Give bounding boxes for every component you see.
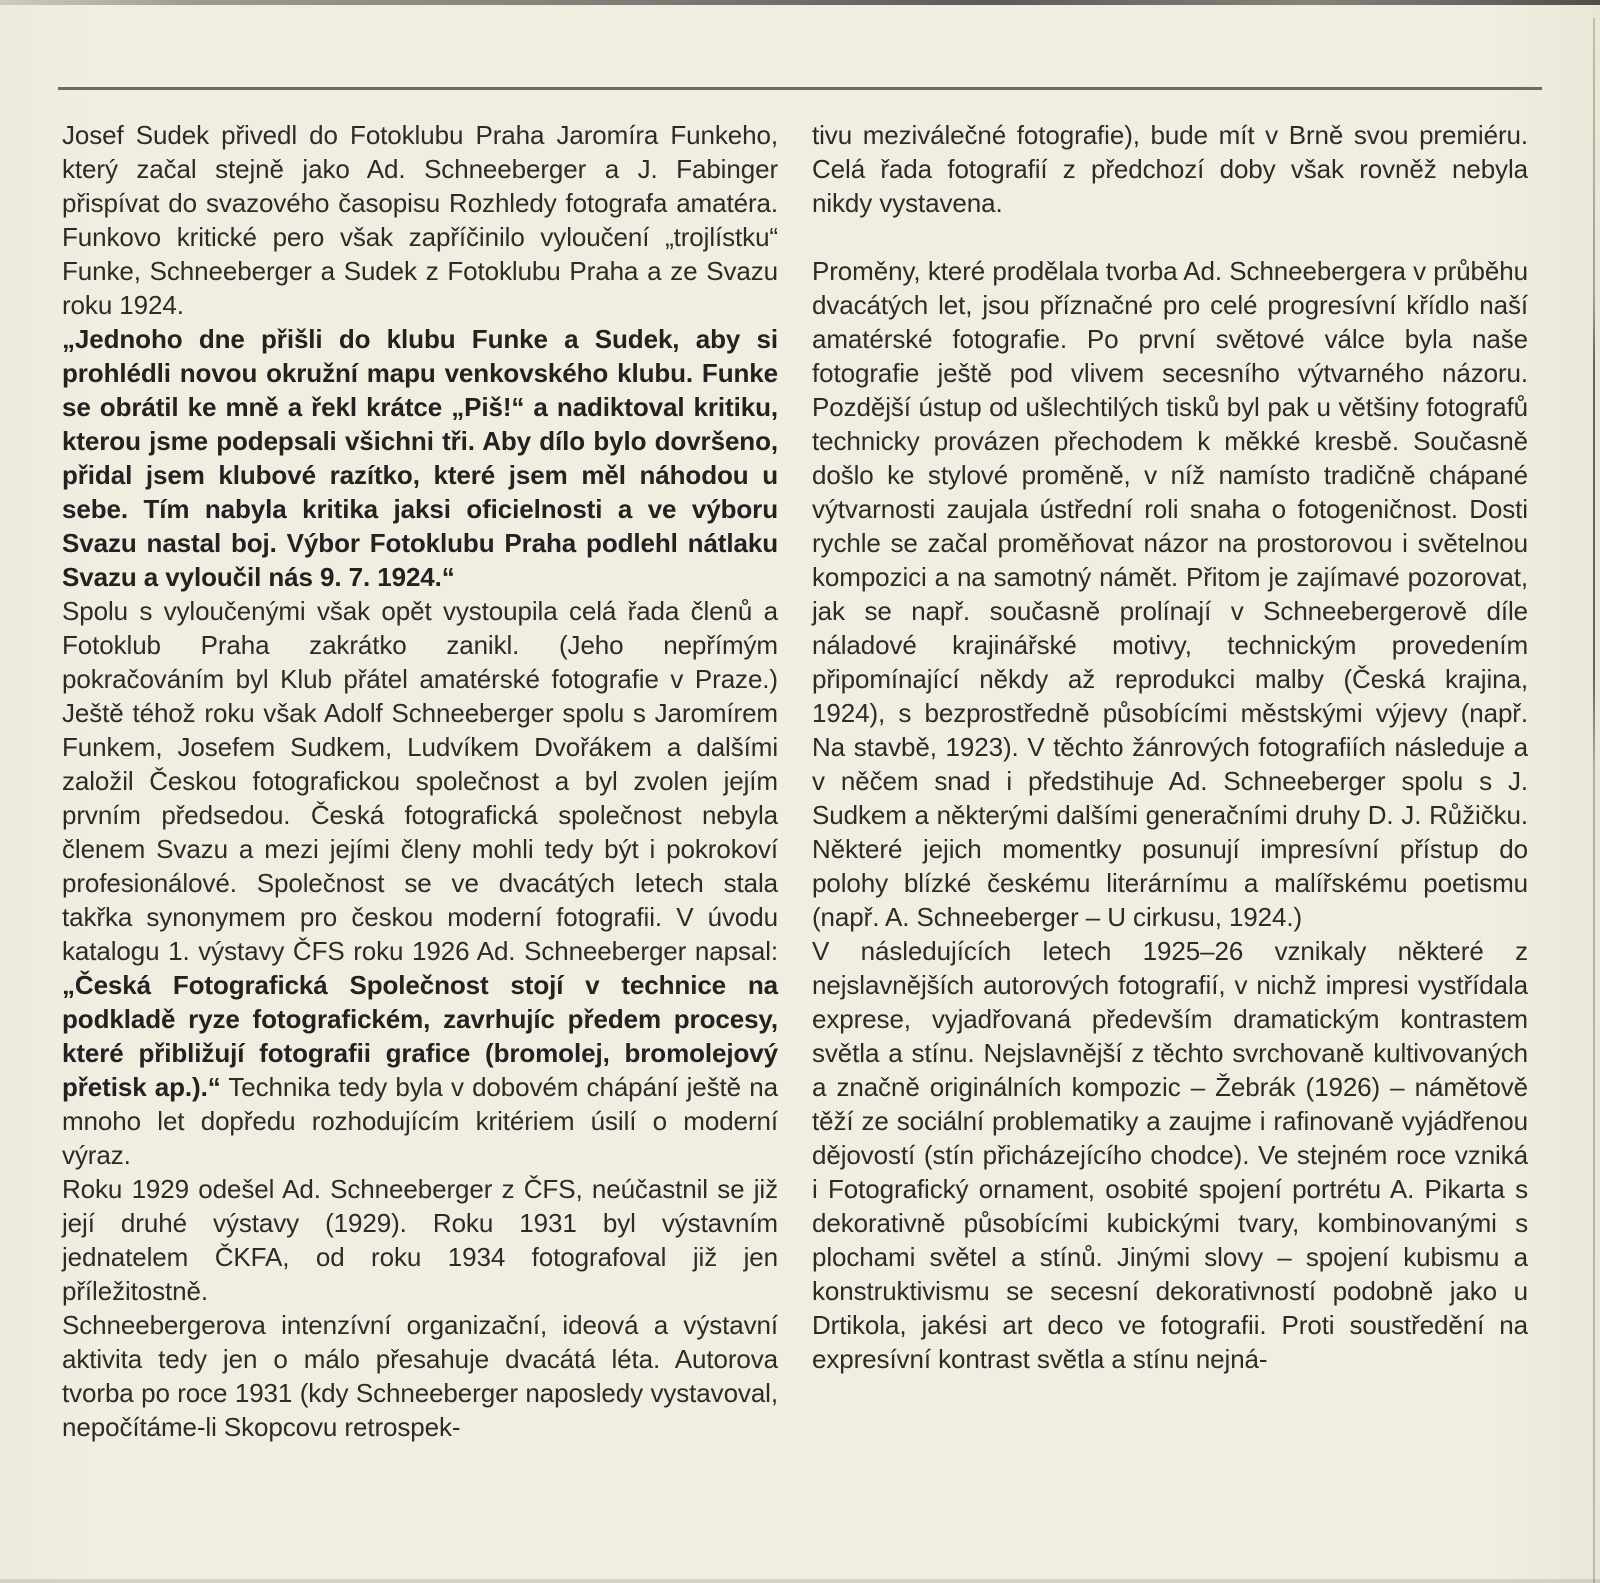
text-segment: Roku 1929 odešel Ad. Schneeberger z ČFS, neúčastnil se již její druhé výstavy (1929). Roku 1931 byl výstavním jednatelem ČKFA, od roku 1934 fotografoval již jen příležitostně. — [62, 1174, 778, 1306]
text-segment: tivu meziválečné fotografie), bude mít v Brně svou premiéru. Celá řada fotografií z předchozí doby však rovněž nebyla nikdy vystavena. — [812, 120, 1528, 218]
paragraph — [62, 322, 778, 594]
text-segment: V následujících letech 1925–26 vznikaly některé z nejslavnějších autorových fotografií, v nichž impresi vystřídala exprese, vyjadřovaná především dramatickým kontrastem světla a stínu. Nejslavnější z těchto svrchovaně kultivovaných a značně originálních kompozic – Žebrák (1926) – námětově těží ze sociální problematiky a zaujme i rafinovaně vyjádřenou dějovostí (stín přicházejícího chodce). Ve stejném roce vzniká i Fotografický ornament, osobité spojení portrétu A. Pikarta s dekorativně působícími kubickými tvary, kombinovanými s plochami světel a stínů. Jinými slovy – spojení kubismu a konstruktivismu se secesní dekorativností podobně jako u Drtikola, jakési art deco ve fotografii. Proti soustředění na expresívní kontrast světla a stínu nejná- — [812, 936, 1528, 1374]
text-segment: Josef Sudek přivedl do Fotoklubu Praha Jaromíra Funkeho, který začal stejně jako Ad. Schneeberger a J. Fabinger přispívat do svazového časopisu Rozhledy fotografa amatéra. Funkovo kritické pero však zapříčinilo vyloučení „trojlístku“ Funke, Schneeberger a Sudek z Fotoklubu Praha a ze Svazu roku 1924. — [62, 120, 778, 320]
paragraph — [62, 594, 778, 1172]
scan-right-page-edge-artifact — [1593, 18, 1595, 1583]
text-segment: Spolu s vyloučenými však opět vystoupila celá řada členů a Fotoklub Praha zakrátko zanikl. (Jeho nepřímým pokračováním byl Klub přátel amatérské fotografie v Praze.) Ještě téhož roku však Adolf Schneeberger spolu s Jaromírem Funkem, Josefem Sudkem, Ludvíkem Dvořákem a dalšími založil Českou fotografickou společnost a byl zvolen jejím prvním předsedou. Česká fotografická společnost nebyla členem Svazu a mezi jejími členy mohli tedy být i pokrokoví profesionálové. Společnost se ve dvacátých letech stala takřka synonymem pro českou moderní fotografii. V úvodu katalogu 1. výstavy ČFS roku 1926 Ad. Schneeberger napsal: — [62, 596, 778, 966]
bold-text-segment: „Česká Fotografická Společnost stojí v technice na podkladě ryze fotografickém, zavrhujíc předem procesy, které přibližují fotografii grafice (bromolej, bromolejový přetisk ap.).“ — [62, 970, 778, 1102]
header-rule — [58, 87, 1542, 90]
scan-bottom-edge-artifact — [0, 1579, 1600, 1583]
paragraph — [62, 118, 778, 322]
text-segment: Proměny, které prodělala tvorba Ad. Schneebergera v průběhu dvacátých let, jsou příznačné pro celé progresívní křídlo naší amatérské fotografie. Po první světové válce byla naše fotografie ještě pod vlivem secesního výtvarného názoru. Pozdější ústup od ušlechtilých tisků byl pak u většiny fotografů technicky provázen přechodem k měkké kresbě. Současně došlo ke stylové proměně, v níž namísto tradičně chápané výtvarnosti zaujala ústřední roli snaha o fotogeničnost. Dosti rychle se začal proměňovat názor na prostorovou i světelnou kompozici a na samotný námět. Přitom je zajímavé pozorovat, jak se např. současně prolínají v Schneebergerově díle náladové krajinářské motivy, technickým provedením připomínající někdy až reprodukci malby (Česká krajina, 1924), s bezprostředně působícími městskými výjevy (např. Na stavbě, 1923). V těchto žánrových fotografiích následuje a v něčem snad i předstihuje Ad. Schneeberger spolu s J. Sudkem a některými dalšími generačními druhy D. J. Růžičku. Některé jejich momentky posunují impresívní přístup do polohy blízké českému literárnímu a malířskému poetismu (např. A. Schneeberger – U cirkusu, 1924.) — [812, 256, 1528, 932]
scan-top-edge-artifact — [0, 0, 1600, 5]
paragraph — [812, 254, 1528, 934]
paragraph — [812, 934, 1528, 1376]
bold-text-segment: „Jednoho dne přišli do klubu Funke a Sudek, aby si prohlédli novou okružní mapu venkovského klubu. Funke se obrátil ke mně a řekl krátce „Piš!“ a nadiktoval kritiku, kterou jsme podepsali všichni tři. Aby dílo bylo dovršeno, přidal jsem klubové razítko, které jsem měl náhodou u sebe. Tím nabyla kritika jaksi oficielnosti a ve výboru Svazu nastal boj. Výbor Fotoklubu Praha podlehl nátlaku Svazu a vyloučil nás 9. 7. 1924.“ — [62, 324, 778, 592]
right-text-column — [812, 118, 1528, 1376]
text-segment: Technika tedy byla v dobovém chápání ještě na mnoho let dopředu rozhodujícím kritériem úsilí o moderní výraz. — [62, 1072, 778, 1170]
paragraph — [62, 1308, 778, 1444]
text-segment: Schneebergerova intenzívní organizační, ideová a výstavní aktivita tedy jen o málo přesahuje dvacátá léta. Autorova tvorba po roce 1931 (kdy Schneeberger naposledy vystavoval, nepočítáme-li Skopcovu retrospek- — [62, 1310, 778, 1442]
left-text-column — [62, 118, 778, 1444]
paragraph — [62, 1172, 778, 1308]
paragraph — [812, 118, 1528, 220]
